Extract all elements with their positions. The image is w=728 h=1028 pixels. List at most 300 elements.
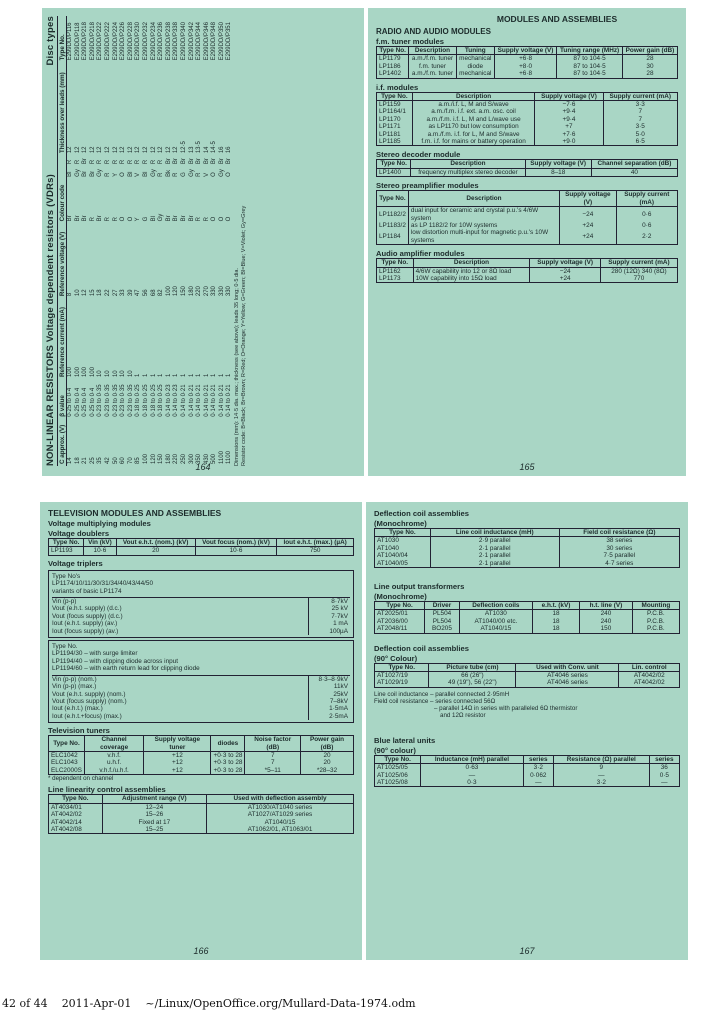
column-header: h.t. line (V) [580, 602, 633, 610]
dcc-heading: Deflection coil assemblies [374, 643, 469, 653]
table-cell: 3·3 [603, 101, 678, 109]
table-cell: AT1025/05 [375, 764, 421, 772]
column-header: Type No. [49, 736, 85, 752]
table-row [375, 625, 680, 633]
table-row [377, 222, 678, 229]
table-cell: Br [203, 158, 210, 165]
table-cell: Bk [165, 169, 172, 177]
table-cell: 6·5 [603, 138, 678, 146]
table-cell: 15–26 [102, 811, 206, 818]
table-cell: R [135, 159, 142, 165]
table-cell: 50 [112, 457, 119, 464]
table-cell: 4/6W capability into 12 or 8Ω load [413, 267, 530, 275]
table-cell: 240 [580, 610, 633, 618]
table-cell: O [127, 216, 134, 222]
spec-value: 25kV [308, 691, 350, 698]
stereo-heading: Stereo decoder module [376, 150, 461, 160]
column-header [59, 166, 67, 179]
table-row [49, 803, 354, 811]
table-cell: 100 [142, 453, 149, 464]
table-row [375, 552, 680, 559]
table-cell: AT4042/02 [619, 672, 680, 680]
table-cell: AT1030/AT1040 series [207, 803, 354, 811]
table-cell: AT2048/11 [375, 625, 425, 633]
table-cell: R [97, 159, 104, 165]
footer-path: ~/Linux/OpenOffice.org/Mullard-Data-1974.odm [145, 997, 416, 1010]
table-cell: LP1183/2 [377, 222, 409, 229]
table-cell: 10 [120, 370, 127, 378]
table-cell: 2·1 parallel [430, 545, 559, 552]
column-header: Field coil resistance (Ω) [559, 529, 679, 537]
table-cell: +24 [560, 229, 616, 244]
table-cell: 12 [135, 146, 142, 154]
column-header: series [523, 755, 553, 763]
table-cell: as LP1170 but low consumption [412, 123, 535, 130]
dcc-note-2: Field coil resistance – series connected 56Ω [374, 698, 496, 706]
page-166 [40, 502, 362, 960]
table-cell: 2·2 [616, 229, 677, 244]
table-cell: G [142, 216, 149, 222]
table-cell: E299DD/P118 [74, 22, 81, 61]
table-cell: 250 [180, 453, 187, 464]
table-cell: Br [180, 215, 187, 222]
table-cell: +8·0 [494, 63, 556, 70]
column-header: Channel separation (dB) [591, 160, 677, 168]
table-cell: 12 [158, 146, 165, 154]
column-header: Supply current (mA) [603, 92, 678, 100]
table-row [49, 751, 354, 759]
dcc-note-4: and 12Ω resistor [440, 712, 486, 720]
table-row [211, 16, 219, 466]
table-cell: O [226, 172, 233, 177]
preamp-table [376, 190, 678, 245]
spec-label: Iout (e.h.t. supply) (av.) [52, 620, 118, 628]
table-row [377, 63, 678, 70]
column-header: series [649, 755, 679, 763]
table-row [377, 123, 678, 130]
table-cell: — [553, 772, 649, 779]
table-cell: AT1040/15 [459, 625, 532, 633]
column-header: Reference voltage (V) [59, 223, 67, 298]
table-cell: E299DD/P344 [196, 22, 203, 61]
tripler-line: LP1194/30 – with surge limiter [52, 650, 138, 658]
table-cell: 220 [196, 286, 203, 297]
table-cell: Fixed at 17 [102, 819, 206, 826]
table-cell: low distortion multi-input for magnetic p.u.'s 10W systems [408, 229, 559, 244]
table-cell: 0·25 to 0·4 [89, 387, 96, 417]
column-header: Vin (kV) [84, 539, 116, 547]
table-cell: Gy [188, 169, 195, 177]
spec-row [52, 613, 350, 620]
page-number-165: 165 [519, 462, 535, 472]
table-cell: 1 [135, 373, 142, 378]
table-cell: 13 [188, 146, 195, 154]
table-row [219, 16, 227, 466]
audio-heading: Audio amplifier modules [376, 249, 465, 259]
table-cell: Br [165, 158, 172, 165]
table-cell: AT1030 [375, 537, 431, 545]
table-row [49, 819, 354, 826]
table-cell: LP1186 [377, 63, 409, 70]
table-cell: 12–24 [102, 803, 206, 811]
column-header: Supply current (mA) [616, 191, 677, 207]
table-cell: ELC1042 [49, 751, 85, 759]
table-cell: +24 [560, 222, 616, 229]
table-cell: 300 [188, 453, 195, 464]
table-cell: 8–18 [525, 168, 591, 176]
table-row [226, 16, 234, 466]
table-row [143, 16, 151, 466]
column-header: Description [411, 160, 525, 168]
table-cell: Br [188, 215, 195, 222]
table-row [128, 16, 136, 466]
table-cell: 0·14 to 0·21 [188, 384, 195, 417]
spec-value: 100µA [308, 628, 350, 635]
table-row [196, 16, 204, 466]
table-row [377, 229, 678, 244]
table-cell: 16 [226, 146, 233, 154]
table-row [82, 16, 90, 466]
table-cell: 12 [120, 146, 127, 154]
table-cell: 85 [135, 457, 142, 464]
column-header: Mounting [632, 602, 679, 610]
table-cell: 21 [82, 457, 89, 464]
table-cell: 33 [120, 289, 127, 297]
column-header: Type No. [375, 755, 421, 763]
table-row [375, 610, 680, 618]
table-cell: −24 [560, 207, 616, 222]
table-cell: +12 [144, 751, 211, 759]
table-cell: AT4046 series [516, 679, 619, 687]
column-header: Supply voltage tuner [144, 736, 211, 752]
column-header: Used with deflection assembly [207, 795, 354, 803]
table-cell: 12 [74, 146, 81, 154]
table-cell: +9·4 [535, 108, 603, 115]
footer-page: 42 of 44 [2, 997, 48, 1010]
column-header: Iout e.h.t. (max.) (µA) [277, 539, 354, 547]
column-header: Description [409, 47, 456, 55]
table-cell: AT4034/01 [49, 803, 103, 811]
column-header: Thickness over leads (mm) [59, 62, 67, 155]
table-cell: AT1025/08 [375, 779, 421, 787]
column-header: Tuning [456, 47, 494, 55]
table-cell: Br [97, 215, 104, 222]
table-row [173, 16, 181, 466]
table-cell: 3·2 [553, 779, 649, 787]
table-cell: +9·4 [535, 116, 603, 123]
table-cell: 28 [622, 55, 677, 63]
table-cell: 56 [142, 289, 149, 297]
table-cell: R [89, 159, 96, 165]
vdr-rotated-table [45, 16, 357, 466]
table-cell: f.m. i.f. for mains or battery operation [412, 138, 535, 146]
table-cell: 0·6 [616, 207, 677, 222]
table-row [375, 764, 680, 772]
table-cell: 430 [203, 453, 210, 464]
table-cell: 0·23 to 0·35 [104, 384, 111, 417]
table-cell: Br [89, 170, 96, 177]
table-cell: 220 [173, 453, 180, 464]
table-cell: Br [180, 158, 187, 165]
table-cell: LP1179 [377, 55, 409, 63]
table-cell: AT1040/00 etc. [459, 618, 532, 625]
table-cell: ELC2000S [49, 767, 85, 775]
table-cell: LP1164/1 [377, 108, 413, 115]
table-cell: 10 [97, 370, 104, 378]
tripler-line: LP1174/10/11/30/31/34/40/43/44/50 [52, 580, 154, 588]
table-row [375, 779, 680, 787]
column-header: Vout focus (nom.) (kV) [195, 539, 277, 547]
dcc-table [374, 663, 680, 688]
column-header: Type No. [377, 92, 413, 100]
table-cell: 350 [196, 453, 203, 464]
table-cell: E299DD/P236 [158, 22, 165, 61]
table-cell: LP1181 [377, 131, 413, 138]
table-cell: v.h.f./u.h.f. [84, 767, 143, 775]
spec-row [52, 691, 350, 698]
table-cell: 7·5 parallel [559, 552, 679, 559]
column-header: Resistance (Ω) parallel [553, 755, 649, 763]
tripler-line: LP1194/40 – with clipping diode across input [52, 657, 179, 665]
column-header: Channel coverage [84, 736, 143, 752]
table-cell: P.C.B. [632, 625, 679, 633]
table-row [377, 101, 678, 109]
table-cell: P.C.B. [632, 610, 679, 618]
stereo-table [376, 159, 678, 177]
table-cell: 30 series [559, 545, 679, 552]
spec-value: 8·7kV [308, 598, 350, 605]
spec-value: 1·5mA [308, 705, 350, 712]
table-cell: 20 [301, 759, 354, 766]
table-cell: 0·18 to 0·25 [142, 384, 149, 417]
disc-types-label: Disc types [45, 16, 56, 66]
table-cell: a.m./f.m. tuner [409, 55, 456, 63]
table-cell: LP1170 [377, 116, 413, 123]
table-row [375, 679, 680, 687]
table-cell: 3·5 [603, 123, 678, 130]
tv-title: TELEVISION MODULES AND ASSEMBLIES [48, 508, 222, 518]
table-cell: 82 [158, 289, 165, 297]
table-cell: −7·6 [535, 101, 603, 109]
column-header: Description [408, 191, 559, 207]
table-row [375, 672, 680, 680]
table-cell: 0·14 to 0·21 [196, 384, 203, 417]
tripler-line: LP1194/60 – with earth return lead for clipping diode [52, 665, 200, 673]
table-cell: +0·3 to 28 [211, 751, 245, 759]
table-cell: E299DD/P224 [112, 22, 119, 61]
table-row [377, 131, 678, 138]
table-cell: v.h.f. [84, 751, 143, 759]
table-row [377, 138, 678, 146]
column-header: Driver [425, 602, 460, 610]
column-header: Type No. [377, 160, 411, 168]
spec-value: 11kV [308, 683, 350, 690]
column-header: Tuning range (MHz) [557, 47, 623, 55]
table-cell: Gy [97, 169, 104, 177]
table-row [377, 207, 678, 222]
table-cell: Bl [142, 171, 149, 177]
table-row [151, 16, 159, 466]
modules-title: MODULES AND ASSEMBLIES [496, 14, 618, 24]
footer-date: 2011-Apr-01 [61, 997, 132, 1010]
table-cell: E299DD/P350 [218, 22, 225, 61]
table-cell: 150 [158, 453, 165, 464]
table-cell: 0·6 [616, 222, 677, 229]
table-cell: 0·14 to 0·21 [218, 384, 225, 417]
table-cell: 150 [180, 286, 187, 297]
lo-heading: Line output transformers [374, 582, 465, 592]
table-cell: 1 [150, 373, 157, 378]
table-cell: 12 [142, 146, 149, 154]
table-cell: AT4042/02 [619, 679, 680, 687]
table-cell: 3·2 [523, 764, 553, 772]
page-164 [42, 8, 364, 476]
table-cell: diode [456, 63, 494, 70]
table-cell: 7 [245, 751, 301, 759]
table-cell: O [226, 216, 233, 222]
table-cell: Br [173, 158, 180, 165]
table-cell: O [211, 216, 218, 222]
table-cell: 0·25 to 0·4 [82, 387, 89, 417]
table-cell: 30 [622, 63, 677, 70]
table-cell: Br [82, 170, 89, 177]
tripler-line: variants of basic LP1174 [52, 587, 122, 595]
column-header: Type No. [49, 539, 84, 547]
table-cell: 0·14 to 0·23 [165, 384, 172, 417]
table-cell: 12 [112, 146, 119, 154]
table-row [113, 16, 121, 466]
column-header: Lin. control [619, 663, 680, 671]
table-cell: 100 [74, 367, 81, 378]
table-cell: +9·0 [535, 138, 603, 146]
vdr-table [59, 16, 234, 466]
table-cell: BO205 [425, 625, 460, 633]
table-cell: E299DD/P222 [97, 22, 104, 61]
table-cell: 240 [580, 618, 633, 625]
table-row [375, 772, 680, 779]
table-cell: Br [188, 158, 195, 165]
table-cell: a.m./f.m. i.f. for L, M and S/wave [412, 131, 535, 138]
table-cell: Gy [150, 169, 157, 177]
column-header: Noise factor (dB) [245, 736, 301, 752]
spec-label: Vout (e.h.t. supply) (d.c.) [52, 605, 122, 613]
column-header: Vout e.h.t. (nom.) (kV) [116, 539, 195, 547]
table-cell: 12 [89, 146, 96, 154]
table-cell: u.h.f. [84, 759, 143, 766]
table-cell: 7 [245, 759, 301, 766]
table-row [120, 16, 128, 466]
table-cell: PL504 [425, 610, 460, 618]
table-cell: Br [74, 215, 81, 222]
column-header: Picture tube (cm) [429, 663, 516, 671]
table-row [67, 16, 75, 466]
table-cell: 0·062 [523, 772, 553, 779]
table-cell: 270 [203, 286, 210, 297]
table-cell: a.m./i.f. L, M and S/wave [412, 101, 535, 109]
table-cell: AT4042/14 [49, 819, 103, 826]
table-cell: 180 [165, 453, 172, 464]
table-cell: R [89, 217, 96, 222]
dcc-subheading: (90° Colour) [374, 653, 418, 663]
table-cell: LP1173 [377, 275, 414, 283]
table-cell: 13·5 [196, 141, 203, 154]
column-header: Power gain (dB) [622, 47, 677, 55]
table-cell: Br [226, 158, 233, 165]
table-cell: AT1027/AT1029 series [207, 811, 354, 818]
table-cell: 10 [74, 289, 81, 297]
table-cell: 1 [180, 373, 187, 378]
table-cell: AT2025/01 [375, 610, 425, 618]
table-cell: 12 [173, 146, 180, 154]
table-cell: Br [82, 158, 89, 165]
table-cell: 500 [211, 453, 218, 464]
table-cell: mechanical [456, 70, 494, 78]
spec-value: 7–8kV [308, 698, 350, 705]
dcc-note-3: – parallel 14Ω in series with paralleled 6Ω thermistor [434, 705, 578, 713]
table-cell: 1100 [226, 451, 233, 464]
table-row [375, 560, 680, 568]
table-cell: 12 [104, 146, 111, 154]
table-row [49, 759, 354, 766]
table-cell: 18 [532, 610, 579, 618]
table-cell: 100 [89, 367, 96, 378]
table-cell: +6·8 [494, 70, 556, 78]
dc-heading: Deflection coil assemblies [374, 509, 469, 518]
table-cell: Gy [74, 169, 81, 177]
table-cell: 0·14 to 0·21 [203, 384, 210, 417]
table-cell: AT1040/04 [375, 552, 431, 559]
table-cell: 0·3 [421, 779, 523, 787]
table-row [166, 16, 174, 466]
table-cell: O [120, 172, 127, 177]
table-cell: Bl [150, 216, 157, 222]
column-header [59, 155, 67, 166]
table-cell: 14 [67, 457, 73, 464]
table-cell: E299DD/P230 [135, 22, 142, 61]
spec-value: 2·5mA [308, 713, 350, 720]
table-cell: 1 [165, 373, 172, 378]
table-cell: mechanical [456, 55, 494, 63]
column-header: Type No. [377, 47, 409, 55]
spec-value: 1 mA [308, 620, 350, 627]
table-cell: 18 [74, 457, 81, 464]
table-row [49, 811, 354, 818]
table-cell: 10W capability into 15Ω load [413, 275, 530, 283]
table-row [49, 826, 354, 834]
table-cell: Gy [158, 213, 165, 222]
table-cell: 100 [67, 367, 73, 378]
table-cell: Br [67, 215, 73, 222]
fm-heading: f.m. tuner modules [376, 37, 444, 46]
table-cell: P.C.B. [632, 618, 679, 625]
table-cell: AT4042/02 [49, 811, 103, 818]
spec-label: Vin (p-p) (nom.) [52, 675, 97, 683]
vt-heading: Voltage triplers [48, 558, 103, 568]
preamp-heading: Stereo preamplifier modules [376, 181, 479, 191]
table-cell: R [120, 159, 127, 165]
table-cell: LP1193 [49, 547, 84, 555]
table-cell: 66 (26") [429, 672, 516, 680]
table-row [49, 767, 354, 775]
table-row [75, 16, 83, 466]
table-cell: −24 [530, 267, 600, 275]
spec-label: Iout (focus supply) (av.) [52, 627, 119, 635]
table-cell: 1 [226, 373, 233, 378]
table-cell: — [421, 772, 523, 779]
table-cell: AT1027/19 [375, 672, 429, 680]
column-header: Supply voltage (V) [530, 259, 600, 267]
dc-subheading: (Monochrome) [374, 519, 427, 528]
